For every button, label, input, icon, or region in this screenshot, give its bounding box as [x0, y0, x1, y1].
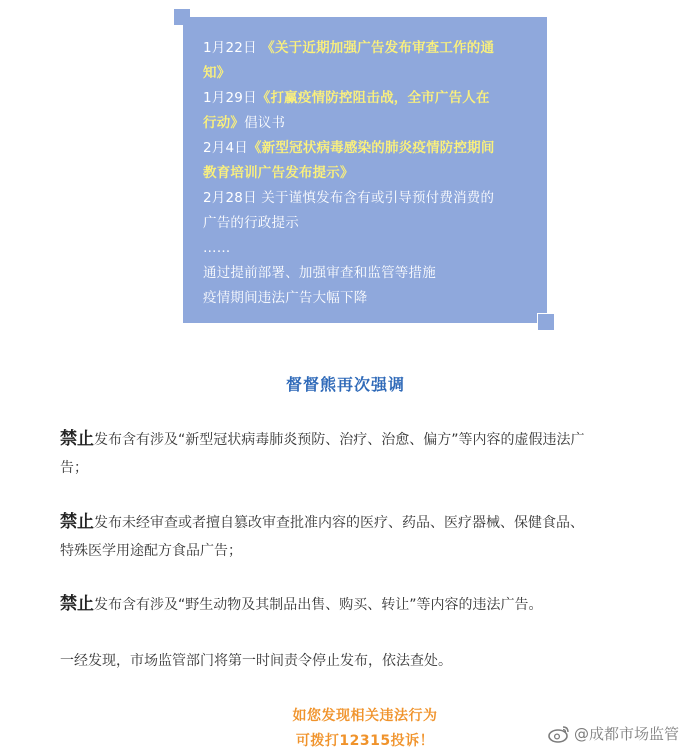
- weibo-icon: [548, 725, 570, 743]
- prohibition-item: [60, 425, 660, 482]
- notice-title: 《打赢疫情防控阻击战，全市广告人在: [256, 90, 490, 106]
- notice-date: 1月29日: [203, 90, 257, 106]
- notice-line: [203, 236, 527, 261]
- notice-text: 关于谨慎发布含有或引导预付费消费的: [261, 190, 495, 206]
- closing-statement: 一经发现，市场监管部门将第一时间责令停止发布，依法查处。: [60, 653, 452, 669]
- notice-line: [203, 211, 527, 236]
- prohibition-text: 发布含有涉及“野生动物及其制品出售、购买、转让”等内容的违法广告。: [94, 597, 543, 613]
- prohibition-label: 禁止: [60, 512, 94, 532]
- notice-title: 知》: [203, 65, 231, 81]
- notice-line: [203, 36, 527, 61]
- prohibition-text-cont: 告；: [60, 460, 88, 476]
- prohibition-text: 发布含有涉及“新型冠状病毒肺炎预防、治疗、治愈、偏方”等内容的虚假违法广: [94, 432, 585, 448]
- watermark-text: @成都市场监管: [573, 725, 679, 743]
- notice-line: [203, 261, 527, 286]
- notice-line: [203, 111, 527, 136]
- notice-title: 行动》: [203, 115, 245, 131]
- prohibition-item: [60, 508, 660, 565]
- notice-title: 教育培训广告发布提示》: [203, 165, 354, 181]
- notice-line: [203, 61, 527, 86]
- decorative-corner-bottom-right: [537, 313, 555, 331]
- notice-date: 1月22日: [203, 40, 262, 56]
- notice-line: [203, 86, 527, 111]
- notice-date: 2月28日: [203, 190, 262, 206]
- notice-box: [183, 17, 547, 323]
- notice-text: 通过提前部署、加强审查和监管等措施: [203, 265, 436, 281]
- section-title: 督督熊再次强调: [285, 375, 405, 394]
- prohibition-label: 禁止: [60, 429, 94, 449]
- report-line-2: 可拨打12315投诉！: [295, 733, 435, 749]
- prohibition-label: 禁止: [60, 594, 94, 614]
- notice-line: [203, 186, 527, 211]
- notice-line: [203, 286, 527, 311]
- notice-text: 广告的行政提示: [203, 215, 299, 231]
- prohibition-text: 发布未经审查或者擅自篡改审查批准内容的医疗、药品、医疗器械、保健食品、: [94, 515, 584, 531]
- notice-date: 2月4日: [203, 140, 248, 156]
- notice-title: 《关于近期加强广告发布审查工作的通: [261, 40, 495, 56]
- prohibition-item: [60, 590, 660, 619]
- notice-line: [203, 161, 527, 186]
- prohibition-text-cont: 特殊医学用途配方食品广告；: [60, 543, 242, 559]
- notice-line: [203, 136, 527, 161]
- notice-text: 倡议书: [244, 115, 286, 131]
- notice-text: 疫情期间违法广告大幅下降: [203, 290, 368, 306]
- watermark: [548, 723, 679, 744]
- notice-text: ……: [203, 240, 231, 256]
- notice-title: 《新型冠状病毒感染的肺炎疫情防控期间: [247, 140, 495, 156]
- report-line-1: 如您发现相关违法行为: [292, 708, 438, 724]
